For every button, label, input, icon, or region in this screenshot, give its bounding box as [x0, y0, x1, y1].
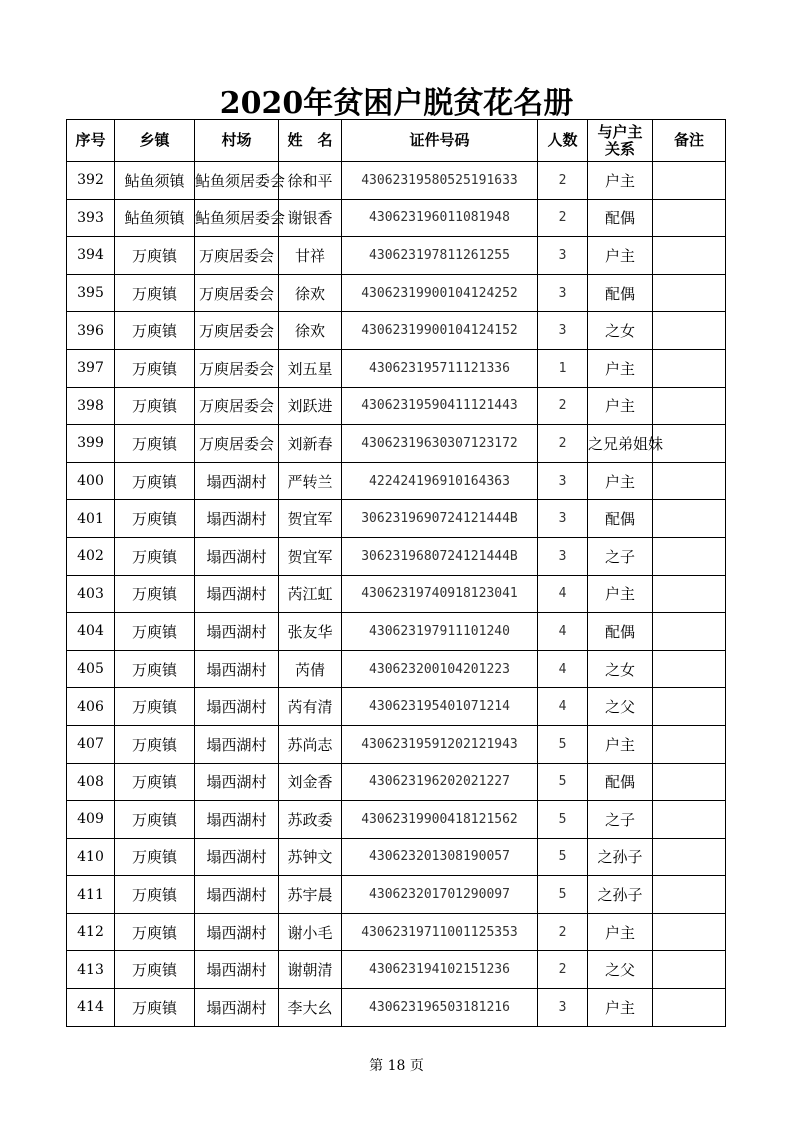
- table-body: [67, 162, 726, 1027]
- table-row: [67, 725, 726, 763]
- cell-village: 塌西湖村: [195, 613, 279, 651]
- header-name: 姓 名: [279, 120, 342, 162]
- cell-seq: 393: [67, 199, 115, 237]
- cell-relation: 户主: [588, 725, 653, 763]
- cell-village: 鲇鱼须居委会: [195, 162, 279, 200]
- cell-seq: 401: [67, 500, 115, 538]
- table-header-row: [67, 120, 726, 162]
- cell-relation: 之子: [588, 801, 653, 839]
- cell-id-number: 43062319900418121562: [342, 801, 538, 839]
- cell-relation: 户主: [588, 913, 653, 951]
- cell-township: 万庾镇: [115, 989, 195, 1027]
- cell-id-number: 43062319630307123172: [342, 425, 538, 463]
- cell-id-number: 43062319740918123041: [342, 575, 538, 613]
- cell-seq: 403: [67, 575, 115, 613]
- header-village: 村场: [195, 120, 279, 162]
- cell-township: 万庾镇: [115, 500, 195, 538]
- cell-township: 万庾镇: [115, 425, 195, 463]
- table-row: [67, 575, 726, 613]
- table-row: [67, 312, 726, 350]
- cell-remark: [653, 462, 726, 500]
- cell-seq: 405: [67, 650, 115, 688]
- cell-township: 万庾镇: [115, 801, 195, 839]
- cell-seq: 395: [67, 274, 115, 312]
- page-number: 第 18 页: [369, 1058, 424, 1074]
- cell-village: 鲇鱼须居委会: [195, 199, 279, 237]
- cell-seq: 394: [67, 237, 115, 275]
- cell-village: 万庾居委会: [195, 274, 279, 312]
- cell-name: 甘祥: [279, 237, 342, 275]
- cell-count: 3: [538, 462, 588, 500]
- table-row: [67, 162, 726, 200]
- cell-village: 万庾居委会: [195, 312, 279, 350]
- table-row: [67, 274, 726, 312]
- cell-relation: 户主: [588, 349, 653, 387]
- cell-count: 3: [538, 537, 588, 575]
- table-row: [67, 462, 726, 500]
- cell-seq: 404: [67, 613, 115, 651]
- cell-seq: 410: [67, 838, 115, 876]
- cell-village: 塌西湖村: [195, 913, 279, 951]
- page-title: 2020年贫困户脱贫花名册: [219, 86, 574, 121]
- cell-seq: 396: [67, 312, 115, 350]
- cell-name: 刘跃进: [279, 387, 342, 425]
- cell-name: 刘五星: [279, 349, 342, 387]
- cell-id-number: 430623201308190057: [342, 838, 538, 876]
- table-row: [67, 650, 726, 688]
- cell-village: 塌西湖村: [195, 876, 279, 914]
- table-row: [67, 613, 726, 651]
- cell-id-number: 430623196202021227: [342, 763, 538, 801]
- header-township: 乡镇: [115, 120, 195, 162]
- cell-relation: 户主: [588, 237, 653, 275]
- cell-count: 2: [538, 425, 588, 463]
- header-id-number: 证件号码: [342, 120, 538, 162]
- cell-seq: 402: [67, 537, 115, 575]
- cell-township: 万庾镇: [115, 349, 195, 387]
- table-row: [67, 688, 726, 726]
- cell-count: 4: [538, 688, 588, 726]
- table-row: [67, 763, 726, 801]
- cell-id-number: 430623197911101240: [342, 613, 538, 651]
- cell-township: 万庾镇: [115, 838, 195, 876]
- cell-seq: 414: [67, 989, 115, 1027]
- cell-village: 塌西湖村: [195, 951, 279, 989]
- cell-name: 刘新春: [279, 425, 342, 463]
- header-remark: 备注: [653, 120, 726, 162]
- cell-relation: 配偶: [588, 199, 653, 237]
- cell-remark: [653, 913, 726, 951]
- cell-count: 1: [538, 349, 588, 387]
- cell-relation: 户主: [588, 462, 653, 500]
- table-row: [67, 199, 726, 237]
- cell-id-number: 430623201701290097: [342, 876, 538, 914]
- header-relation-line1: 与户主: [597, 122, 643, 141]
- cell-count: 5: [538, 763, 588, 801]
- cell-remark: [653, 838, 726, 876]
- cell-village: 塌西湖村: [195, 725, 279, 763]
- cell-seq: 397: [67, 349, 115, 387]
- cell-count: 3: [538, 274, 588, 312]
- table-row: [67, 387, 726, 425]
- table-row: [67, 838, 726, 876]
- cell-name: 苏宇晨: [279, 876, 342, 914]
- cell-village: 塌西湖村: [195, 462, 279, 500]
- cell-id-number: 430623195805251916​33: [342, 162, 538, 200]
- cell-relation: 配偶: [588, 500, 653, 538]
- cell-count: 2: [538, 387, 588, 425]
- cell-village: 塌西湖村: [195, 575, 279, 613]
- cell-id-number: 430623196011081948: [342, 199, 538, 237]
- cell-name: 谢银香: [279, 199, 342, 237]
- cell-id-number: 43062319711001125353: [342, 913, 538, 951]
- cell-relation: 配偶: [588, 763, 653, 801]
- cell-seq: 413: [67, 951, 115, 989]
- cell-village: 塌西湖村: [195, 989, 279, 1027]
- cell-name: 苏尚志: [279, 725, 342, 763]
- cell-id-number: 430623200104201223: [342, 650, 538, 688]
- cell-township: 鲇鱼须镇: [115, 199, 195, 237]
- cell-remark: [653, 989, 726, 1027]
- cell-relation: 之女: [588, 650, 653, 688]
- cell-remark: [653, 349, 726, 387]
- cell-id-number: 430623195711121336: [342, 349, 538, 387]
- cell-seq: 407: [67, 725, 115, 763]
- table-row: [67, 989, 726, 1027]
- cell-remark: [653, 725, 726, 763]
- cell-village: 塌西湖村: [195, 500, 279, 538]
- cell-seq: 400: [67, 462, 115, 500]
- cell-name: 张友华: [279, 613, 342, 651]
- cell-count: 4: [538, 650, 588, 688]
- cell-id-number: 430623197811261255: [342, 237, 538, 275]
- cell-remark: [653, 951, 726, 989]
- cell-id-number: 422424196910164363: [342, 462, 538, 500]
- table-row: [67, 913, 726, 951]
- cell-count: 3: [538, 312, 588, 350]
- cell-relation: 之女: [588, 312, 653, 350]
- cell-relation: 之父: [588, 951, 653, 989]
- cell-village: 万庾居委会: [195, 387, 279, 425]
- cell-remark: [653, 688, 726, 726]
- cell-count: 5: [538, 838, 588, 876]
- cell-count: 5: [538, 876, 588, 914]
- cell-remark: [653, 425, 726, 463]
- cell-id-number: 430623196503181216: [342, 989, 538, 1027]
- cell-name: 芮江虹: [279, 575, 342, 613]
- cell-remark: [653, 162, 726, 200]
- cell-seq: 408: [67, 763, 115, 801]
- cell-count: 5: [538, 801, 588, 839]
- cell-count: 2: [538, 162, 588, 200]
- cell-name: 苏钟文: [279, 838, 342, 876]
- cell-seq: 406: [67, 688, 115, 726]
- cell-name: 贺宜军: [279, 537, 342, 575]
- cell-township: 万庾镇: [115, 688, 195, 726]
- cell-village: 塌西湖村: [195, 688, 279, 726]
- cell-township: 万庾镇: [115, 763, 195, 801]
- cell-seq: 409: [67, 801, 115, 839]
- cell-name: 贺宜军: [279, 500, 342, 538]
- cell-name: 徐欢: [279, 274, 342, 312]
- cell-village: 万庾居委会: [195, 425, 279, 463]
- cell-seq: 392: [67, 162, 115, 200]
- cell-name: 芮有清: [279, 688, 342, 726]
- cell-relation: 之孙子: [588, 876, 653, 914]
- table-row: [67, 951, 726, 989]
- cell-name: 徐和平: [279, 162, 342, 200]
- cell-township: 万庾镇: [115, 650, 195, 688]
- cell-remark: [653, 312, 726, 350]
- cell-remark: [653, 537, 726, 575]
- cell-relation: 户主: [588, 162, 653, 200]
- cell-relation: 之兄弟姐妹: [588, 425, 653, 463]
- cell-id-number: 43062319900104124252: [342, 274, 538, 312]
- cell-remark: [653, 237, 726, 275]
- cell-name: 徐欢: [279, 312, 342, 350]
- cell-remark: [653, 387, 726, 425]
- cell-seq: 411: [67, 876, 115, 914]
- cell-township: 鲇鱼须镇: [115, 162, 195, 200]
- cell-township: 万庾镇: [115, 725, 195, 763]
- cell-seq: 412: [67, 913, 115, 951]
- cell-count: 4: [538, 575, 588, 613]
- cell-remark: [653, 763, 726, 801]
- table-row: [67, 500, 726, 538]
- cell-seq: 398: [67, 387, 115, 425]
- cell-village: 塌西湖村: [195, 763, 279, 801]
- cell-township: 万庾镇: [115, 951, 195, 989]
- table-row: [67, 425, 726, 463]
- cell-village: 万庾居委会: [195, 237, 279, 275]
- cell-id-number: 43062319900104124152: [342, 312, 538, 350]
- cell-remark: [653, 199, 726, 237]
- header-relation: [588, 120, 653, 162]
- cell-relation: 之父: [588, 688, 653, 726]
- cell-remark: [653, 650, 726, 688]
- table-row: [67, 801, 726, 839]
- cell-name: 刘金香: [279, 763, 342, 801]
- cell-township: 万庾镇: [115, 387, 195, 425]
- cell-village: 塌西湖村: [195, 537, 279, 575]
- cell-relation: 户主: [588, 989, 653, 1027]
- cell-name: 严转兰: [279, 462, 342, 500]
- cell-seq: 399: [67, 425, 115, 463]
- cell-count: 5: [538, 725, 588, 763]
- table-row: [67, 349, 726, 387]
- header-count: 人数: [538, 120, 588, 162]
- cell-id-number: 43062319590411121443: [342, 387, 538, 425]
- cell-relation: 配偶: [588, 613, 653, 651]
- cell-count: 3: [538, 989, 588, 1027]
- cell-count: 3: [538, 500, 588, 538]
- cell-relation: 户主: [588, 575, 653, 613]
- cell-village: 塌西湖村: [195, 838, 279, 876]
- cell-relation: 之子: [588, 537, 653, 575]
- register-table: [66, 119, 726, 1027]
- cell-township: 万庾镇: [115, 274, 195, 312]
- header-seq: 序号: [67, 120, 115, 162]
- cell-count: 2: [538, 199, 588, 237]
- cell-count: 2: [538, 951, 588, 989]
- cell-remark: [653, 876, 726, 914]
- table-row: [67, 237, 726, 275]
- cell-name: 芮倩: [279, 650, 342, 688]
- cell-village: 塌西湖村: [195, 801, 279, 839]
- table-row: [67, 537, 726, 575]
- table-row: [67, 876, 726, 914]
- cell-id-number: 306231968072412144​4B: [342, 537, 538, 575]
- cell-count: 3: [538, 237, 588, 275]
- cell-village: 万庾居委会: [195, 349, 279, 387]
- cell-village: 塌西湖村: [195, 650, 279, 688]
- cell-township: 万庾镇: [115, 312, 195, 350]
- cell-count: 2: [538, 913, 588, 951]
- cell-name: 李大幺: [279, 989, 342, 1027]
- cell-remark: [653, 500, 726, 538]
- cell-remark: [653, 575, 726, 613]
- cell-township: 万庾镇: [115, 613, 195, 651]
- cell-township: 万庾镇: [115, 537, 195, 575]
- cell-township: 万庾镇: [115, 876, 195, 914]
- cell-id-number: 306231969072412144​4B: [342, 500, 538, 538]
- header-relation-line2: 关系: [604, 139, 635, 158]
- cell-name: 谢小毛: [279, 913, 342, 951]
- cell-id-number: 43062319591202121943: [342, 725, 538, 763]
- cell-remark: [653, 801, 726, 839]
- cell-township: 万庾镇: [115, 575, 195, 613]
- cell-name: 苏政委: [279, 801, 342, 839]
- cell-id-number: 430623195401071214: [342, 688, 538, 726]
- cell-count: 4: [538, 613, 588, 651]
- cell-id-number: 430623194102151236: [342, 951, 538, 989]
- cell-township: 万庾镇: [115, 462, 195, 500]
- cell-township: 万庾镇: [115, 913, 195, 951]
- cell-name: 谢朝清: [279, 951, 342, 989]
- cell-remark: [653, 274, 726, 312]
- cell-relation: 之孙子: [588, 838, 653, 876]
- cell-remark: [653, 613, 726, 651]
- cell-township: 万庾镇: [115, 237, 195, 275]
- cell-relation: 户主: [588, 387, 653, 425]
- cell-relation: 配偶: [588, 274, 653, 312]
